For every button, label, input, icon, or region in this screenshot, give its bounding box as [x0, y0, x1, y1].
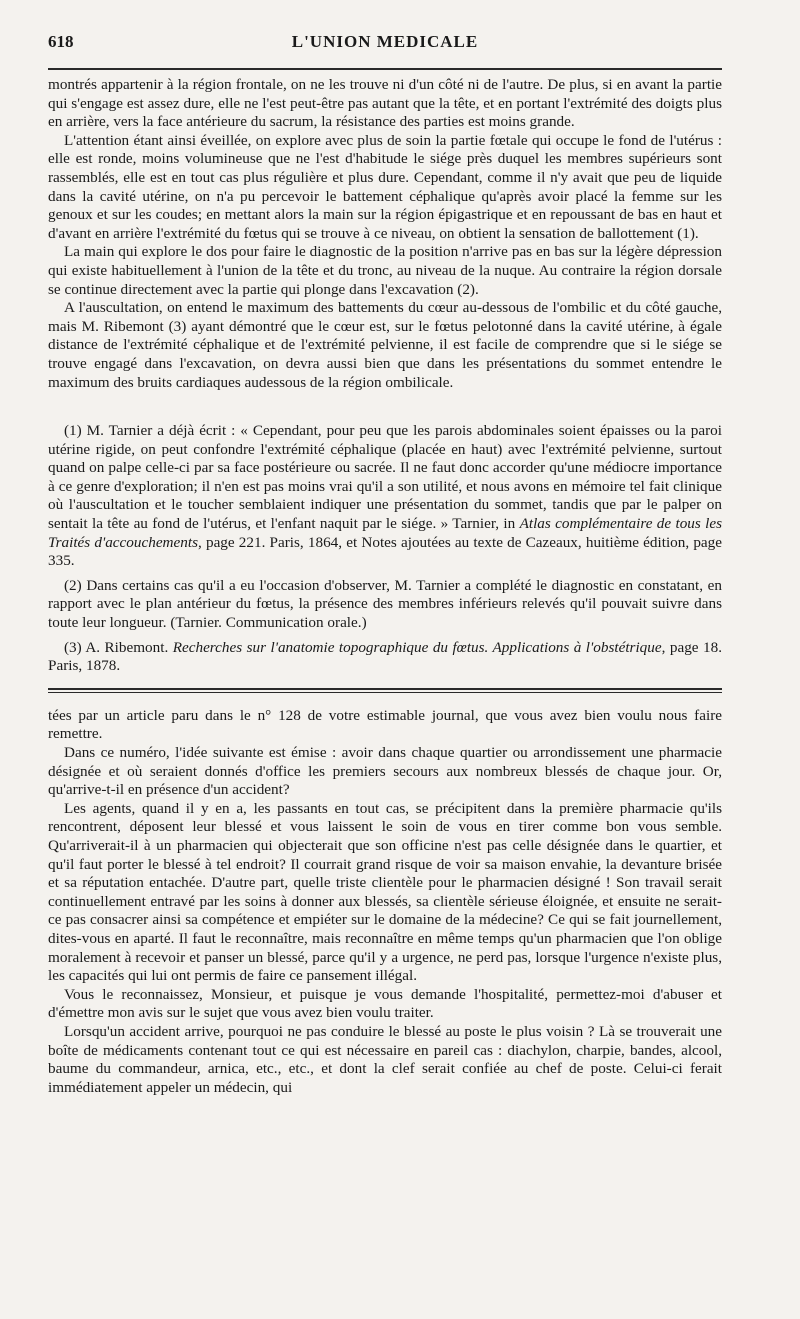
footnote-3-title: Recherches sur l'anatomie topographique du fœtus. Applications à l'obstétrique: [172, 638, 662, 656]
header-rule: [48, 68, 722, 70]
footnote-3: [48, 639, 722, 676]
footnote-1: [48, 422, 722, 571]
section-divider: [48, 688, 722, 693]
paragraph: Lorsqu'un accident arrive, pourquoi ne pas conduire le blessé au poste le plus voisin ? Là se trouverait une boîte de médicaments contenant tout ce qui est nécessaire en pareil cas : diachylon, charpie, bandes, alcool, baume du commandeur, arnica, etc., etc., et dont la clef serait confiée au chef de poste. Celui-ci ferait immédiatement appeler un médecin, qui: [48, 1022, 722, 1096]
paragraph: montrés appartenir à la région frontale, on ne les trouve ni d'un côté ni de l'autre. De plus, si en avant la partie qui s'engage est assez dure, elle ne l'est peut-être pas autant que la tête, et en portant l'extrémité des doigts plus en arrière, vers la face antérieure du sacrum, la résistance des parties est moins grande.: [48, 76, 722, 131]
paragraph: A l'auscultation, on entend le maximum des battements du cœur au-dessous de l'ombilic et du côté gauche, mais M. Ribemont (3) ayant démontré que le cœur est, sur le fœtus pelotonné dans la cavité utérine, à égale distance de l'extrémité céphalique et de l'extrémité pelvienne, il est facile de comprendre que si le siége se trouve engagé dans l'excavation, on devra aussi bien que dans les présentations du sommet entendre le maximum des bruits cardiaques audessous de la région ombilicale.: [48, 299, 722, 391]
paragraph: Vous le reconnaissez, Monsieur, et puisque je vous demande l'hospitalité, permettez-moi d'abuser et d'émettre mon avis sur le sujet que vous avez bien voulu traiter.: [48, 985, 722, 1022]
footnote-2: (2) Dans certains cas qu'il a eu l'occasion d'observer, M. Tarnier a complété le diagnostic en constatant, en rapport avec le plan antérieur du fœtus, la présence des membres inférieurs relevés qu'il pouvait suivre dans toute leur longueur. (Tarnier. Communication orale.): [48, 576, 722, 632]
divider-rule-thin: [48, 692, 722, 693]
footnote-1-title: Atlas complémentaire de tous les Traités d'accouchements: [48, 515, 723, 551]
footnote-1-tail: , page 221. Paris, 1864, et Notes ajoutées au texte de Cazeaux, huitième édition, page 335.: [48, 533, 722, 570]
paragraph: L'attention étant ainsi éveillée, on explore avec plus de soin la partie fœtale qui occupe le fond de l'utérus : elle est ronde, moins volumineuse que ne l'est d'habitude le siége près duquel les membres supérieurs sont rassemblés, elle est en tout cas plus régulière et plus dure. Cependant, comme il n'y avait que peu de liquide dans la cavité utérine, on n'a pu percevoir le battement céphalique qu'après avoir placé la femme sur les genoux et sur les coudes; en mettant alors la main sur la région épigastrique et en repoussant de bas en haut et d'avant en arrière l'extrémité du fœtus qui se trouve à ce niveau, on obtient la sensation de ballottement (1).: [48, 131, 722, 242]
article-top: [48, 76, 722, 392]
paragraph: Les agents, quand il y en a, les passants en tout cas, se précipitent dans la première pharmacie qu'ils rencontrent, déposent leur blessé et vous laissent le soin de vous en tirer comme bon vous semble. Qu'arriverait-il à un pharmacien qui objecterait que son officine n'est pas celle désignée dans le quartier, et qu'il faut porter le blessé à tel endroit? Il courrait grand risque de voir sa maison envahie, la devanture brisée et sa réputation entachée. D'autre part, quelle triste clientèle pour le pharmacien désigné ! Son travail serait continuellement entravé par les soins à donner aux blessés, sa clientèle sérieuse éloignée, et ensuite ne serait-ce pas consacrer ainsi sa compétence et empiéter sur le domaine de la médecine? Ce qui se fait journellement, dites-vous en aparté. Il faut le reconnaître, mais reconnaître en même temps qu'un pharmacien que l'on oblige moralement à recevoir et panser un blessé, parce qu'il y a urgence, ne perd pas, lorsque l'urgence n'existe plus, les capacités qui lui ont permis de faire ce pansement illégal.: [48, 799, 722, 985]
paragraph: tées par un article paru dans le n° 128 de votre estimable journal, que vous avez bien voulu nous faire remettre.: [48, 706, 722, 743]
footnote-3-tail: , page 18. Paris, 1878.: [48, 638, 722, 675]
page-header: [48, 32, 722, 58]
divider-rule-thick: [48, 688, 722, 690]
footnote-1-text: (1) M. Tarnier a déjà écrit : « Cependant, pour peu que les parois abdominales soient épaisses ou la paroi utérine rigide, on peut confondre l'extrémité céphalique (placée en haut) avec l'extrémité pelvienne, surtout quand on palpe celle-ci par sa face postérieure ou sacrée. Il ne faut donc accorder qu'une médiocre importance à ce genre d'exploration; il n'en est pas moins vrai qu'il a son utilité, et nous avons en mémoire tel fait clinique où l'auscultation et le toucher semblaient indiquer une présentation du sommet, tandis que par le palper on sentait la tête au fond de l'utérus, et l'enfant naquit par le siége. » Tarnier, in: [48, 422, 722, 533]
footnotes: [48, 422, 722, 676]
footnote-3-prefix: (3) A. Ribemont.: [64, 638, 173, 656]
paragraph: La main qui explore le dos pour faire le diagnostic de la position n'arrive pas en bas sur la légère dépression qui existe habituellement à l'union de la tête et du tronc, au niveau de la nuque. Au contraire la région dorsale se continue directement avec la partie qui plonge dans l'excavation (2).: [48, 243, 722, 298]
running-head: L'UNION MEDICALE: [291, 32, 479, 51]
article-bottom: [48, 707, 722, 1097]
page-number: 618: [48, 32, 74, 51]
paragraph: Dans ce numéro, l'idée suivante est émise : avoir dans chaque quartier ou arrondissement une pharmacie désignée et où seraient donnés d'office les premiers secours aux nombreux blessés de chaque jour. Or, qu'arrive-t-il en présence d'un accident?: [48, 744, 722, 799]
